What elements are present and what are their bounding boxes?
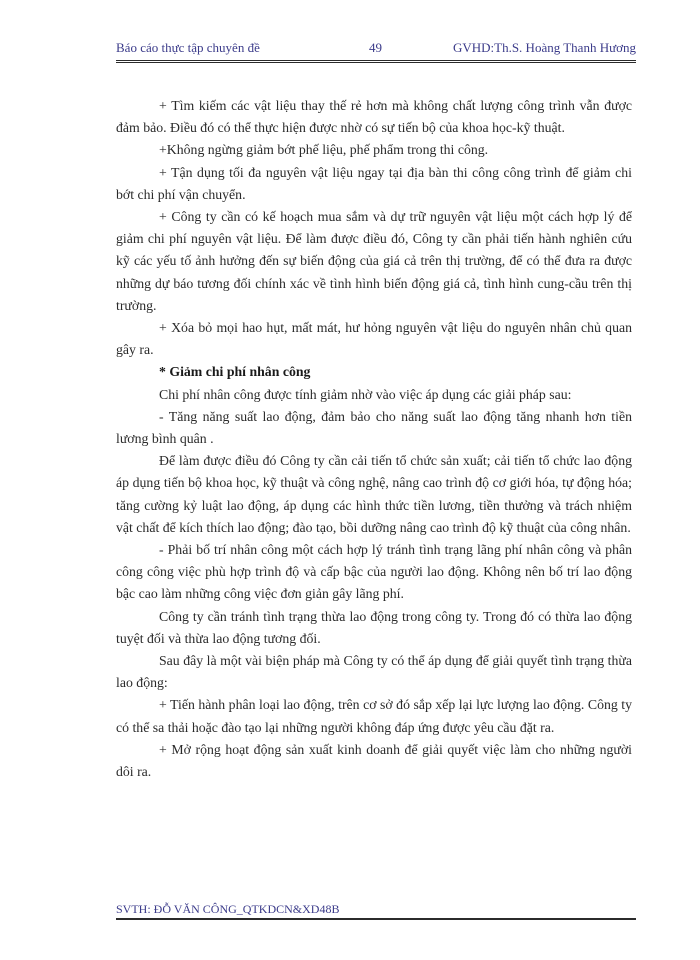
paragraph: + Công ty cần có kế hoạch mua sắm và dự trữ nguyên vật liệu một cách hợp lý để giảm chi phí nguyên vật liệu. Để làm được điều đó, Công ty cần phải tiến hành nghiên cứu kỹ các yếu tố ảnh hưởng đến sự biến động của giá cả trên thị trường, để có thể đưa ra được những dự báo tương đối chính xác về tình hình biến động giá cả, tình hình cung-cầu trên thị trường. (116, 209, 632, 313)
paragraph: + Tìm kiếm các vật liệu thay thế rẻ hơn mà không chất lượng công trình vẫn được đảm bảo. Điều đó có thể thực hiện được nhờ có sự tiến bộ của khoa học-kỹ thuật. (116, 98, 632, 136)
header-page-number: 49 (369, 40, 382, 55)
paragraph: + Tiến hành phân loại lao động, trên cơ sở đó sắp xếp lại lực lượng lao động. Công ty có thể sa thải hoặc đào tạo lại những người không đáp ứng được yêu cầu đặt ra. (116, 697, 632, 735)
page-header (116, 40, 636, 58)
header-supervisor: GVHD:Th.S. Hoàng Thanh Hương (452, 40, 636, 55)
paragraph: Sau đây là một vài biện pháp mà Công ty có thể áp dụng để giải quyết tình trạng thừa lao động: (116, 653, 632, 691)
paragraph: Để làm được điều đó Công ty cần cải tiến tổ chức sản xuất; cải tiến tổ chức lao động áp dụng tiến bộ khoa học, kỹ thuật và công nghệ, nâng cao trình độ cơ giới hóa, tự động hóa; tăng cường kỷ luật lao động, áp dụng các hình thức tiền lương, tiền thưởng và trách nhiệm vật chất để kích thích lao động; đào tạo, bồi dưỡng nâng cao trình độ kỹ thuật của công nhân. (116, 453, 632, 535)
paragraph: +Không ngừng giảm bớt phế liệu, phế phẩm trong thi công. (159, 142, 489, 158)
header-report-title: Báo cáo thực tập chuyên đề (116, 40, 260, 55)
paragraph: + Xóa bỏ mọi hao hụt, mất mát, hư hỏng nguyên vật liệu do nguyên nhân chủ quan gây ra. (116, 320, 632, 358)
body-text (116, 95, 632, 783)
header-rule (116, 60, 636, 63)
page-footer: SVTH: ĐỖ VĂN CÔNG_QTKDCN&XD48B (116, 902, 340, 916)
paragraph: Công ty cần tránh tình trạng thừa lao động trong công ty. Trong đó có thừa lao động tuyệt đối và thừa lao động tương đối. (116, 608, 632, 646)
paragraph: - Tăng năng suất lao động, đảm bảo cho năng suất lao động tăng nhanh hơn tiền lương bình quân . (116, 408, 632, 447)
paragraph: Chi phí nhân công được tính giảm nhờ vào việc áp dụng các giải pháp sau: (159, 386, 572, 402)
section-heading: * Giảm chi phí nhân công (159, 364, 311, 380)
paragraph: + Tận dụng tối đa nguyên vật liệu ngay tại địa bàn thi công công trình để giảm chi bớt chi phí vận chuyển. (116, 164, 632, 202)
paragraph: + Mở rộng hoạt động sản xuất kinh doanh để giải quyết việc làm cho những người dôi ra. (116, 741, 632, 780)
paragraph: - Phải bố trí nhân công một cách hợp lý tránh tình trạng lãng phí nhân công và phân công công việc phù hợp trình độ và cấp bậc của người lao động. Không nên bố trí lao động bậc cao làm những công việc đơn giản gây lãng phí. (116, 542, 632, 602)
footer-rule (116, 918, 636, 920)
